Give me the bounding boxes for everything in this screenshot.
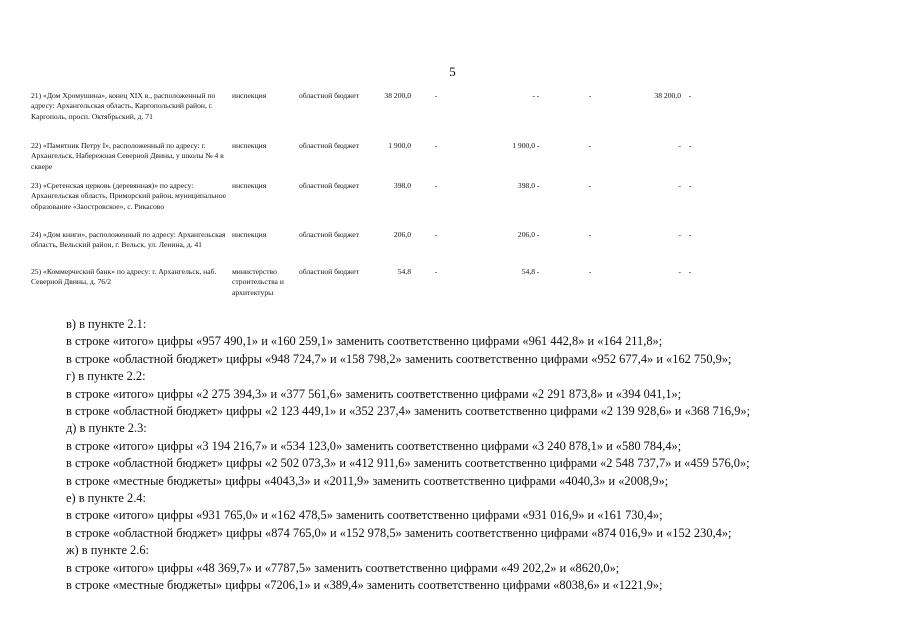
amount-cell: 398,0 [517,181,535,190]
amount-cell: - [588,141,592,150]
amendment-heading: е) в пункте 2.4: [66,491,146,506]
amount-cell: - [588,267,592,276]
amendment-line: в строке «местные бюджеты» цифры «4043,3» и «2011,9» заменить соответственно цифрами «4040,3» и «2008,9»; [66,473,669,488]
executor: инспекция [232,91,267,100]
amount-cell: - [678,230,681,239]
amendment-line: в строке «итого» цифры «3 194 216,7» и «534 123,0» заменить соответственно цифрами «3 240 878,1» и «580 784,4»; [66,438,682,453]
amendment-line: в строке «областной бюджет» цифры «2 502 073,3» и «412 911,6» заменить соответственно цифрами «2 548 737,7» и «459 576,0»; [66,456,750,471]
amount-cell: 1 900,0 [388,141,411,150]
amount-cell: - [688,91,692,100]
funding-source: областной бюджет [299,91,359,100]
amount-cell: 38 200,0 [654,91,681,100]
amount-cell: - [536,181,540,190]
amount-cell: - [536,230,540,239]
amendment-line: в строке «областной бюджет» цифры «2 123 449,1» и «352 237,4» заменить соответственно цифрами «2 139 928,6» и «368 716,9»; [66,404,751,419]
amendment-heading: в) в пункте 2.1: [66,317,147,331]
executor: министерство строительства и архитектуры [232,267,284,297]
object-name: 24) «Дом книги», расположенный по адресу: Архангельская область, Вельский район, г. Вельск, ул. Ленина, д. 41 [31,230,226,250]
amount-cell: - [536,141,540,150]
amount-cell: 1 900,0 [512,141,535,150]
amount-cell: - [588,181,592,190]
amount-cell: 206,0 [393,230,411,239]
amount-cell: 54,8 [397,267,411,276]
amount-cell: - [434,230,438,239]
executor: инспекция [232,141,267,150]
amount-cell: - [678,181,681,190]
amendment-line: в строке «итого» цифры «48 369,7» и «7787,5» заменить соответственно цифрами «49 202,2» и «8620,0»; [66,560,620,575]
funding-source: областной бюджет [299,181,359,190]
amount-cell: - [536,91,540,100]
page-number: 5 [449,64,456,79]
object-name: 22) «Памятник Петру I», расположенный по адресу: г. Архангельск, Набережная Северной Двины, у школы № 4 в сквере [31,141,224,171]
amendment-line: в строке «областной бюджет» цифры «948 724,7» и «158 798,2» заменить соответственно цифрами «952 677,4» и «162 750,9»; [66,351,732,366]
amendments-text [66,316,896,595]
amount-cell: - [588,230,592,239]
amount-cell: - [532,91,535,100]
amendment-line: в строке «местные бюджеты» цифры «7206,1» и «389,4» заменить соответственно цифрами «8038,6» и «1221,9»; [66,578,663,593]
amendment-heading: ж) в пункте 2.6: [66,543,149,558]
amount-cell: 54,8 [521,267,535,276]
amount-cell: - [434,181,438,190]
amendment-heading: г) в пункте 2.2: [66,369,146,384]
amount-cell: - [688,141,692,150]
funding-source: областной бюджет [299,267,359,276]
amendment-line: в строке «итого» цифры «2 275 394,3» и «377 561,6» заменить соответственно цифрами «2 291 873,8» и «394 041,1»; [66,386,682,401]
amount-cell: - [688,267,692,276]
object-name: 23) «Сретенская церковь (деревянная)» по адресу: Архангельская область, Приморский район, муниципальное образование «Заостровское», с. Рикасово [31,181,226,211]
amendment-heading: д) в пункте 2.3: [66,421,147,436]
amount-cell: - [434,141,438,150]
amount-cell: 398,0 [393,181,411,190]
amendment-line: в строке «областной бюджет» цифры «874 765,0» и «152 978,5» заменить соответственно цифрами «874 016,9» и «152 230,4»; [66,525,732,540]
amount-cell: - [434,91,438,100]
funding-source: областной бюджет [299,141,359,150]
amount-cell: 206,0 [517,230,535,239]
amendment-line: в строке «итого» цифры «931 765,0» и «162 478,5» заменить соответственно цифрами «931 016,9» и «161 730,4»; [66,508,663,523]
executor: инспекция [232,181,267,190]
amount-cell: - [588,91,592,100]
amount-cell: - [678,267,681,276]
object-name: 25) «Коммерческий банк» по адресу: г. Архангельск, наб. Северной Двины, д. 76/2 [31,267,217,287]
funding-source: областной бюджет [299,230,359,239]
executor: инспекция [232,230,267,239]
amount-cell: - [434,267,438,276]
object-name: 21) «Дом Хромушина», конец XIX в., расположенный по адресу: Архангельская область, Каргопольский район, г. Каргополь, просп. Октябрьский, д. 71 [31,91,216,121]
amount-cell: 38 200,0 [384,91,411,100]
amount-cell: - [536,267,540,276]
amount-cell: - [688,230,692,239]
amount-cell: - [688,181,692,190]
amendment-line: в строке «итого» цифры «957 490,1» и «160 259,1» заменить соответственно цифрами «961 442,8» и «164 211,8»; [66,334,663,349]
amount-cell: - [678,141,681,150]
